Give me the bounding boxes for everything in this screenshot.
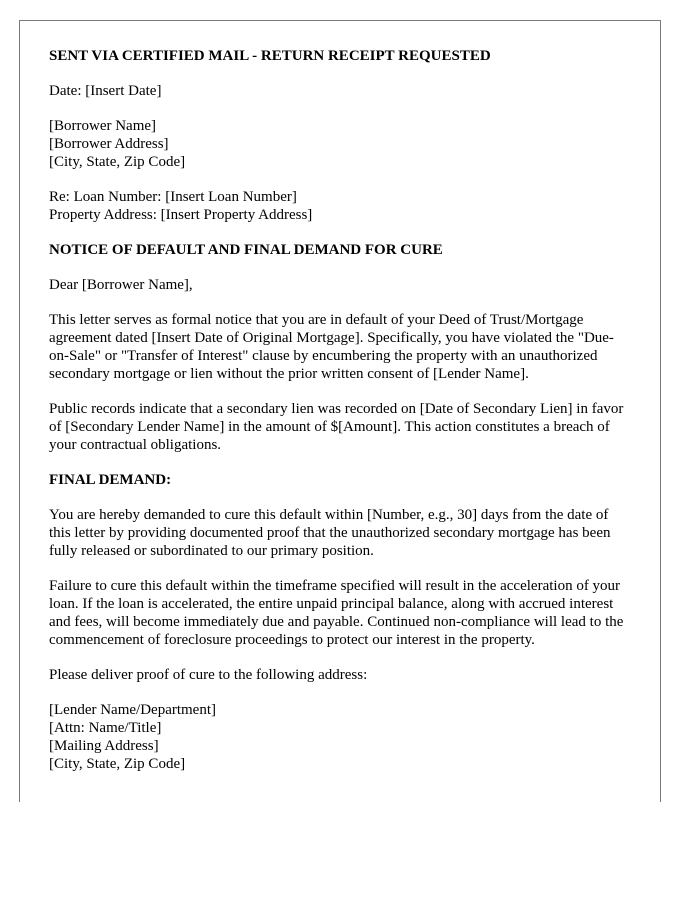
final-demand-heading: FINAL DEMAND: — [49, 472, 172, 488]
salutation: Dear [Borrower Name], — [49, 277, 193, 293]
lender-mailing-address: [Mailing Address] — [49, 738, 159, 754]
date-line: Date: [Insert Date] — [49, 83, 162, 99]
certified-mail-heading: SENT VIA CERTIFIED MAIL - RETURN RECEIPT REQUESTED — [49, 48, 491, 64]
notice-heading: NOTICE OF DEFAULT AND FINAL DEMAND FOR CURE — [49, 242, 443, 258]
property-address-line: Property Address: [Insert Property Address] — [49, 207, 313, 223]
public-records-paragraph: Public records indicate that a secondary lien was recorded on [Date of Secondary Lien] in favor of [Secondary Lender Name] in the amount of $[Amount]. This action constitutes a breach of your contractual obligations. — [49, 401, 624, 453]
delivery-instruction: Please deliver proof of cure to the following address: — [49, 667, 368, 683]
borrower-name: [Borrower Name] — [49, 118, 157, 134]
re-block — [49, 188, 632, 224]
default-notice-paragraph: This letter serves as formal notice that you are in default of your Deed of Trust/Mortgage agreement dated [Insert Date of Original Mortgage]. Specifically, you have violated the "Due-on-Sale" or "Transfer of Interest" clause by encumbering the property with an unauthorized secondary mortgage or lien without the prior written consent of [Lender Name]. — [49, 312, 614, 382]
borrower-address-block — [49, 117, 632, 171]
cure-demand-paragraph: You are hereby demanded to cure this default within [Number, e.g., 30] days from the date of this letter by providing documented proof that the unauthorized secondary mortgage has been fully released or subordinated to our primary position. — [49, 507, 611, 559]
lender-city-state-zip: [City, State, Zip Code] — [49, 756, 186, 772]
borrower-city-state-zip: [City, State, Zip Code] — [49, 154, 186, 170]
acceleration-paragraph: Failure to cure this default within the timeframe specified will result in the acceleration of your loan. If the loan is accelerated, the entire unpaid principal balance, along with accrued interest and fees, will become immediately due and payable. Continued non-compliance will lead to the commencement of foreclosure proceedings to protect our interest in the property. — [49, 578, 624, 648]
loan-number-line: Re: Loan Number: [Insert Loan Number] — [49, 189, 297, 205]
lender-attn: [Attn: Name/Title] — [49, 720, 162, 736]
lender-address-block — [49, 701, 632, 773]
borrower-address: [Borrower Address] — [49, 136, 169, 152]
lender-name-department: [Lender Name/Department] — [49, 702, 216, 718]
letter-page — [19, 20, 661, 802]
